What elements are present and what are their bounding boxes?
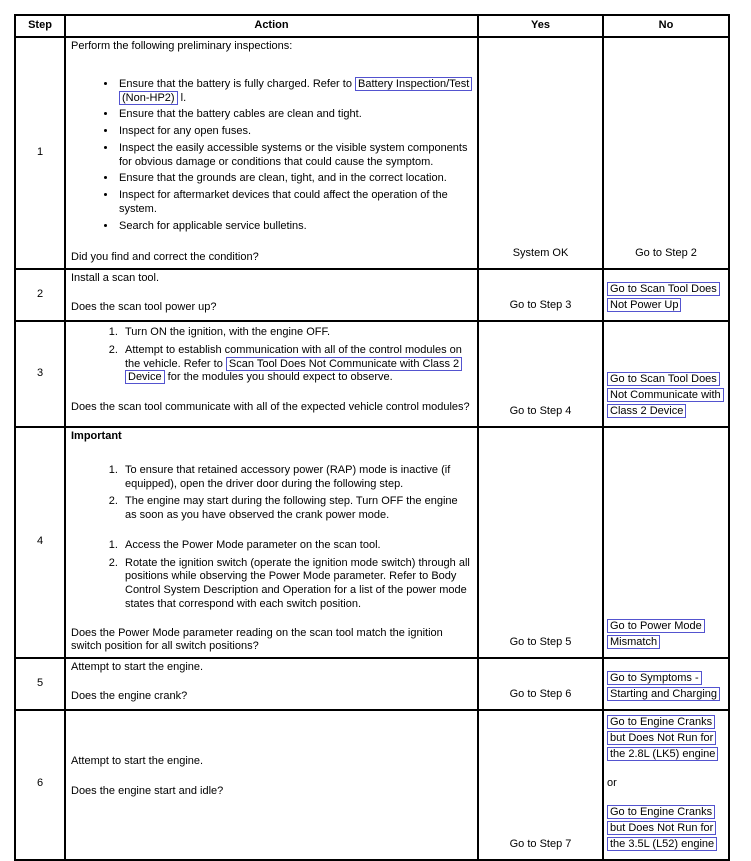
list-item: 1. Access the Power Mode parameter on the scan tool.	[121, 539, 472, 553]
table-row-step-2	[15, 269, 729, 321]
list-item: • Inspect the easily accessible systems or the visible system components for obvious damage or conditions that could cause the symptom.	[117, 142, 472, 170]
no-cell: Go to Step 2	[603, 37, 729, 269]
action-cell	[65, 321, 478, 427]
numbered-list	[71, 539, 472, 612]
yes-cell: Go to Step 7	[478, 710, 603, 860]
scan-tool-not-communicate-link[interactable]: Go to Scan Tool Does Not Communicate with Class 2 Device	[607, 372, 724, 418]
list-item: • Inspect for any open fuses.	[117, 125, 472, 139]
important-label: Important	[71, 430, 122, 442]
scan-tool-class2-link[interactable]: Scan Tool Does Not Communicate with Class 2 Device	[125, 357, 462, 385]
yes-cell: Go to Step 5	[478, 427, 603, 658]
list-item: 1. To ensure that retained accessory power (RAP) mode is inactive (if equipped), open the driver door during the following step.	[121, 464, 472, 492]
column-header-yes: Yes	[478, 15, 603, 37]
table-row-step-4	[15, 427, 729, 658]
column-header-no: No	[603, 15, 729, 37]
action-cell	[65, 269, 478, 321]
list-item: • Ensure that the battery cables are clean and tight.	[117, 108, 472, 122]
list-item	[117, 78, 472, 106]
list-item: • Ensure that the grounds are clean, tight, and in the correct location.	[117, 172, 472, 186]
action-intro: Attempt to start the engine.	[71, 661, 204, 673]
no-cell	[603, 658, 729, 710]
diagnostic-table	[14, 14, 730, 861]
list-item: 2. Rotate the ignition switch (operate the ignition mode switch) through all positions while observing the Power Mode parameter. Refer to Body Control System Description and Operation for a list of the power mode states that correspond with each switch position.	[121, 557, 472, 612]
yes-cell: Go to Step 3	[478, 269, 603, 321]
step-number: 1	[15, 37, 65, 269]
list-item: • Inspect for aftermarket devices that could affect the operation of the system.	[117, 189, 472, 217]
no-cell	[603, 321, 729, 427]
list-item: • Search for applicable service bulletins.	[117, 220, 472, 234]
engine-cranks-3-5l-link[interactable]: Go to Engine Cranks but Does Not Run for the 3.5L (L52) engine	[607, 805, 717, 851]
numbered-list	[71, 464, 472, 523]
column-header-action: Action	[65, 15, 478, 37]
step-number: 6	[15, 710, 65, 860]
scan-tool-does-not-power-up-link[interactable]: Go to Scan Tool Does Not Power Up	[607, 282, 720, 312]
action-question: Does the scan tool power up?	[71, 300, 217, 313]
step-number: 4	[15, 427, 65, 658]
action-cell	[65, 37, 478, 269]
action-question: Does the engine crank?	[71, 689, 188, 702]
bullet-text: l.	[177, 91, 187, 104]
action-cell	[65, 710, 478, 860]
step-text: Attempt to establish communication with all of the control modules on the vehicle. Refer to	[125, 343, 462, 370]
bullet-text: Ensure that the battery is fully charged. Refer to	[119, 77, 356, 90]
list-item: 2. The engine may start during the following step. Turn OFF the engine as soon as you have observed the crank power mode.	[121, 495, 472, 523]
step-number: 2	[15, 269, 65, 321]
step-number: 5	[15, 658, 65, 710]
yes-cell: Go to Step 6	[478, 658, 603, 710]
action-question: Does the scan tool communicate with all of the expected vehicle control modules?	[71, 401, 470, 413]
column-header-step: Step	[15, 15, 65, 37]
action-cell	[65, 427, 478, 658]
power-mode-mismatch-link[interactable]: Go to Power Mode Mismatch	[607, 619, 705, 649]
header-row	[15, 15, 729, 37]
bullet-list	[71, 78, 472, 234]
action-intro: Perform the following preliminary inspections:	[71, 40, 293, 52]
action-question: Does the engine start and idle?	[71, 784, 224, 797]
battery-inspection-test-link[interactable]: Battery Inspection/Test (Non-HP2)	[119, 77, 472, 105]
no-cell	[603, 427, 729, 658]
numbered-list	[71, 326, 472, 385]
no-cell	[603, 269, 729, 321]
table-row-step-1	[15, 37, 729, 269]
action-cell	[65, 658, 478, 710]
action-question: Does the Power Mode parameter reading on the scan tool match the ignition switch position for all switch positions?	[71, 626, 443, 653]
table-row-step-5	[15, 658, 729, 710]
no-cell	[603, 710, 729, 860]
yes-cell: Go to Step 4	[478, 321, 603, 427]
or-text: or	[607, 776, 617, 789]
step-number: 3	[15, 321, 65, 427]
step-text: for the modules you should expect to observe.	[164, 371, 393, 384]
action-intro: Attempt to start the engine.	[71, 755, 204, 767]
yes-cell: System OK	[478, 37, 603, 269]
list-item: 1. Turn ON the ignition, with the engine OFF.	[121, 326, 472, 340]
table-row-step-6	[15, 710, 729, 860]
action-intro: Install a scan tool.	[71, 272, 160, 284]
engine-cranks-2-8l-link[interactable]: Go to Engine Cranks but Does Not Run for the 2.8L (LK5) engine	[607, 715, 718, 761]
list-item	[121, 344, 472, 385]
table-row-step-3	[15, 321, 729, 427]
symptoms-starting-charging-link[interactable]: Go to Symptoms - Starting and Charging	[607, 671, 720, 701]
action-question: Did you find and correct the condition?	[71, 251, 259, 264]
